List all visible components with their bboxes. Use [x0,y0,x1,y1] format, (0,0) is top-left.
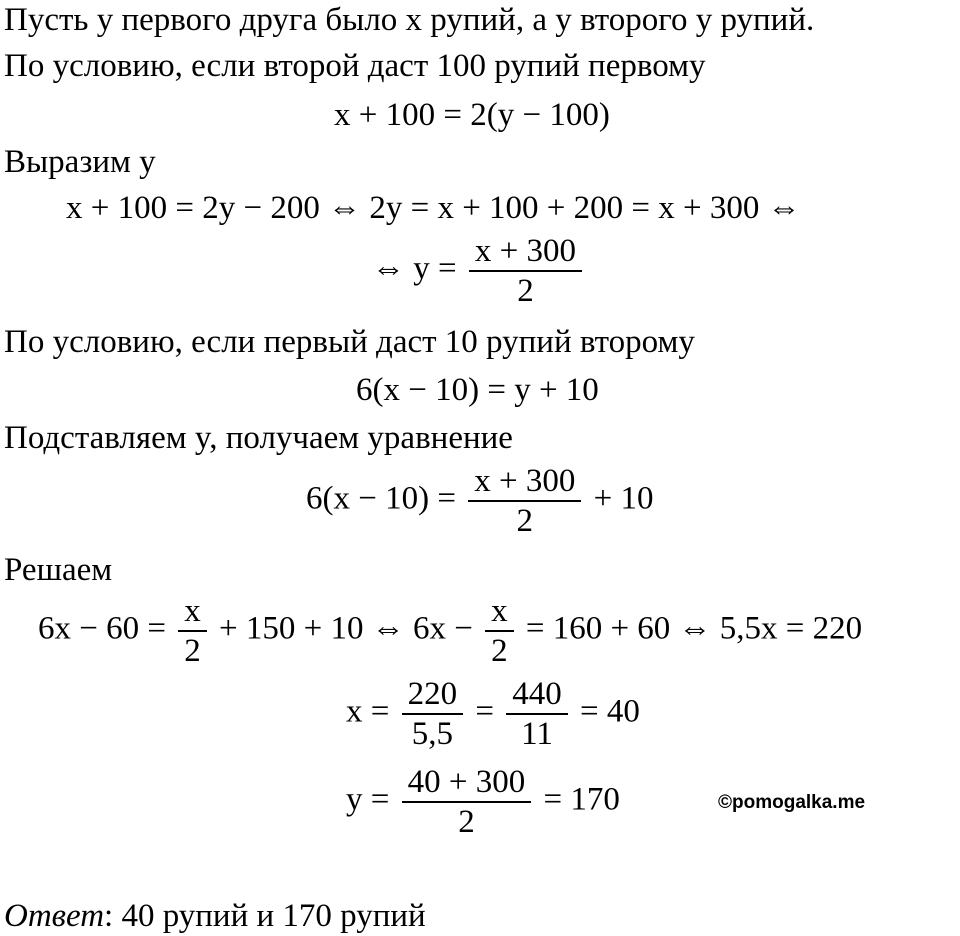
fraction: $\frac{x}{2}$ [485,592,514,670]
equation-7: x = $\frac{220}{5,5}$ = $\frac{440}{11}$ = 40 [346,676,640,752]
intro-line: Пусть у первого друга было x рупий, а у второго y рупий. [4,2,815,38]
fraction: $\frac{x + 300}{2}$ [469,232,582,310]
fraction: $\frac{440}{11}$ [506,675,568,753]
equation-8: y = $\frac{40 + 300}{2}$ = 170 [346,764,620,840]
equation-2: x + 100 = 2y − 200 ⇔ 2y = x + 100 + 200 = x + 300 ⇔ [66,190,801,226]
solve-line: Решаем [4,552,113,588]
fraction: $\frac{40 + 300}{2}$ [402,763,532,841]
answer-text: : 40 рупий и 170 рупий [104,898,426,934]
fraction: $\frac{x + 300}{2}$ [468,462,581,540]
answer-line [4,896,426,936]
express-y-line: Выразим y [4,144,156,180]
fraction: $\frac{220}{5,5}$ [402,675,464,753]
equation-6: 6x − 60 = $\frac{x}{2}$ + 150 + 10 ⇔ 6x − $\frac{x}{2}$ = 160 + 60 ⇔ 5,5x = 220 [38,593,863,669]
fraction: $\frac{x}{2}$ [178,592,207,670]
condition-line-2: По условию, если первый даст 10 рупий второму [4,324,695,360]
equation-3: ⇔ y = $\frac{x + 300}{2}$ [372,232,586,310]
answer-label: Ответ [4,898,105,934]
equation-4: 6(x − 10) = y + 10 [356,372,599,408]
equation-5: 6(x − 10) = $\frac{x + 300}{2}$ + 10 [306,463,654,539]
equation-1: x + 100 = 2(y − 100) [334,97,610,133]
condition-line-1: По условию, если второй даст 100 рупий первому [4,48,706,84]
watermark: ©pomogalka.me [718,792,866,813]
substitute-line: Подставляем y, получаем уравнение [4,420,513,456]
